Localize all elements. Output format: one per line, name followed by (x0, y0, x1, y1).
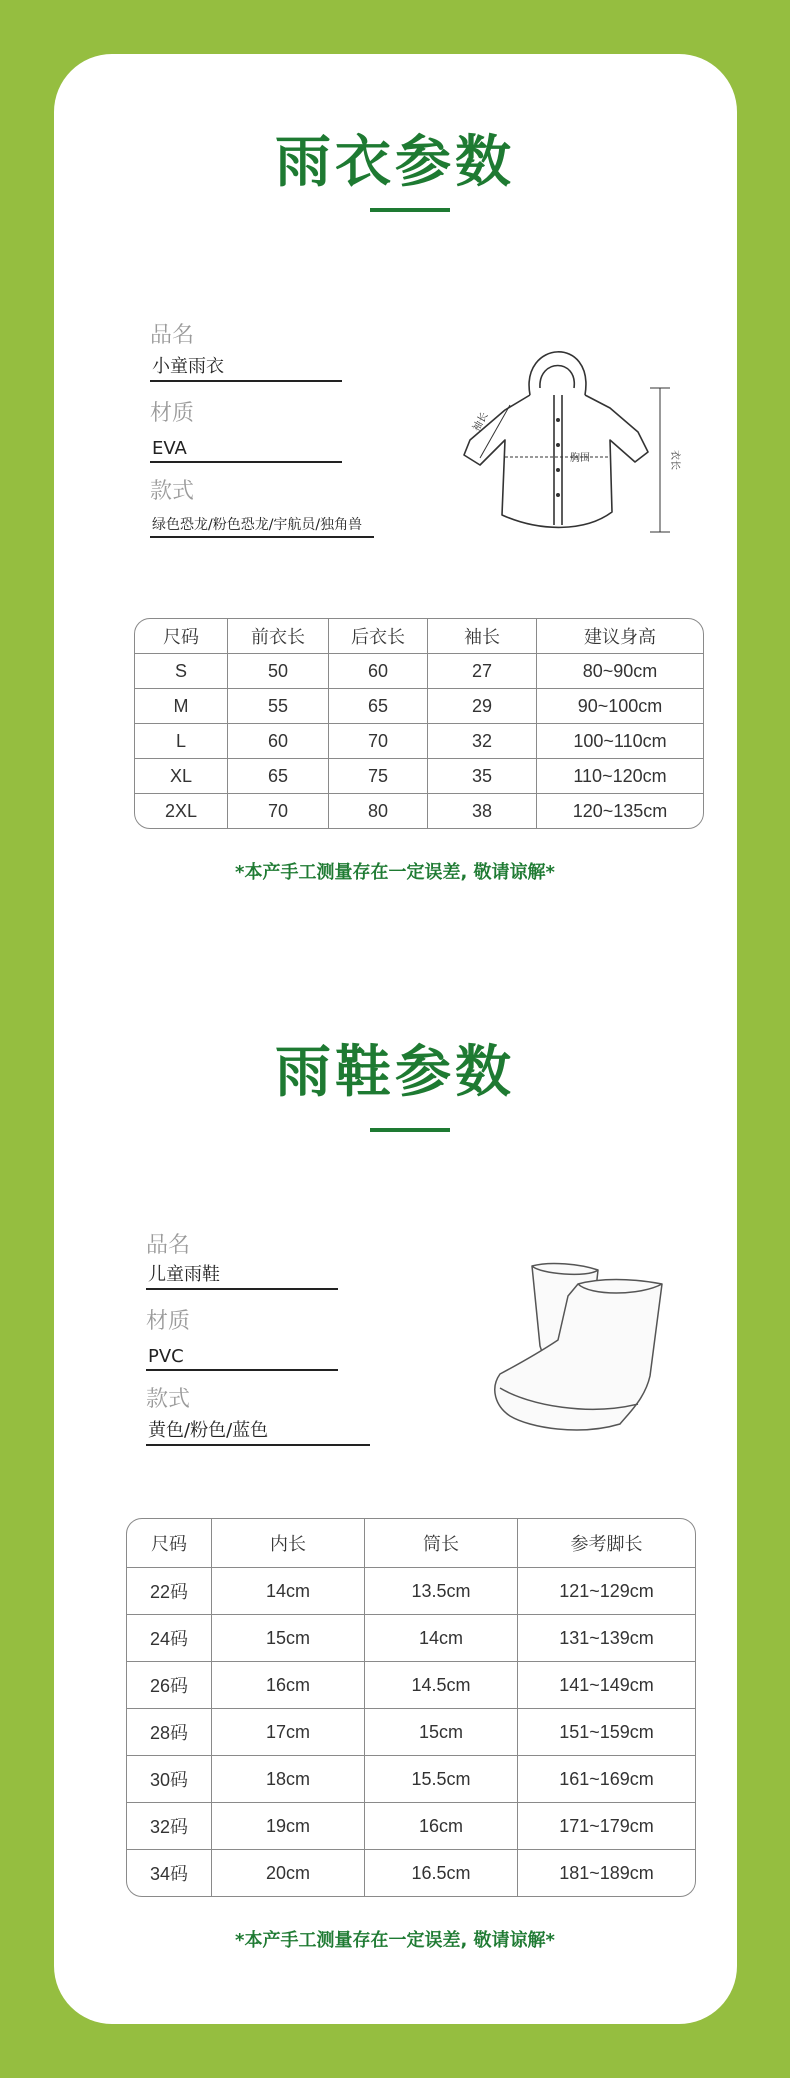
boots-name-label: 品名 (146, 1233, 191, 1258)
raincoat-size-table (134, 618, 704, 829)
table-cell: 110~120cm (537, 759, 703, 794)
table-cell: 2XL (135, 794, 228, 828)
raincoat-style-value: 绿色恐龙/粉色恐龙/宇航员/独角兽 (150, 514, 374, 538)
body-length-label: 衣长 (669, 450, 680, 470)
table-row (135, 654, 703, 689)
table-cell: 13.5cm (365, 1568, 518, 1615)
table-row (127, 1850, 695, 1896)
raincoat-name-label: 品名 (150, 323, 195, 348)
table-cell: 20cm (212, 1850, 365, 1896)
table-cell: 14.5cm (365, 1662, 518, 1709)
header-cell: 建议身高 (537, 619, 703, 654)
table-cell: 75 (329, 759, 428, 794)
table-cell: 161~169cm (518, 1756, 695, 1803)
table-row (135, 759, 703, 794)
boots-name-value: 儿童雨鞋 (146, 1260, 338, 1290)
header-cell: 前衣长 (228, 619, 329, 654)
header-cell: 后衣长 (329, 619, 428, 654)
table-cell: 50 (228, 654, 329, 689)
raincoat-name-value: 小童雨衣 (150, 352, 342, 382)
table-cell: 35 (428, 759, 537, 794)
table-cell: 19cm (212, 1803, 365, 1850)
raincoat-material-label: 材质 (150, 401, 195, 426)
table-cell: 24码 (127, 1615, 212, 1662)
boots-title: 雨鞋参数 (275, 1040, 515, 1105)
table-cell: 34码 (127, 1850, 212, 1896)
table-cell: 15cm (212, 1615, 365, 1662)
table-cell: S (135, 654, 228, 689)
chest-label: 胸围 (570, 453, 590, 464)
table-row (127, 1709, 695, 1756)
table-row (135, 724, 703, 759)
boots-title-underline (370, 1128, 450, 1132)
header-cell: 袖长 (428, 619, 537, 654)
table-cell: 65 (329, 689, 428, 724)
table-cell: M (135, 689, 228, 724)
table-header-row (127, 1519, 695, 1568)
table-cell: 15cm (365, 1709, 518, 1756)
table-cell: 60 (329, 654, 428, 689)
table-cell: 28码 (127, 1709, 212, 1756)
boots-style-label: 款式 (146, 1387, 191, 1412)
table-cell: L (135, 724, 228, 759)
raincoat-title-underline (370, 208, 450, 212)
table-cell: 32 (428, 724, 537, 759)
table-cell: 16.5cm (365, 1850, 518, 1896)
table-cell: 151~159cm (518, 1709, 695, 1756)
header-cell: 参考脚长 (518, 1519, 695, 1568)
table-cell: 14cm (365, 1615, 518, 1662)
table-cell: 121~129cm (518, 1568, 695, 1615)
table-row (127, 1756, 695, 1803)
header-cell: 内长 (212, 1519, 365, 1568)
table-cell: 15.5cm (365, 1756, 518, 1803)
table-row (135, 794, 703, 828)
table-cell: 17cm (212, 1709, 365, 1756)
table-cell: 120~135cm (572, 800, 668, 821)
boots-disclaimer: *本产手工测量存在一定误差, 敬请谅解* (235, 1930, 555, 1951)
table-row (127, 1803, 695, 1850)
table-cell: 80 (329, 794, 428, 828)
table-row (127, 1568, 695, 1615)
table-cell: 100~110cm (537, 724, 703, 759)
table-cell: 171~179cm (518, 1803, 695, 1850)
sleeve-length-label: 袖长 (471, 410, 491, 434)
table-cell: 30码 (127, 1756, 212, 1803)
table-row (127, 1615, 695, 1662)
table-cell: 181~189cm (559, 1862, 654, 1883)
table-row (135, 689, 703, 724)
table-cell: 29 (428, 689, 537, 724)
table-cell: 131~139cm (518, 1615, 695, 1662)
raincoat-style-label: 款式 (150, 479, 195, 504)
table-cell: 16cm (212, 1662, 365, 1709)
header-cell: 尺码 (127, 1519, 212, 1568)
raincoat-title: 雨衣参数 (275, 130, 515, 195)
table-cell: 90~100cm (537, 689, 703, 724)
boots-size-table (126, 1518, 696, 1897)
header-cell: 筒长 (365, 1519, 518, 1568)
table-cell: 60 (228, 724, 329, 759)
raincoat-disclaimer: *本产手工测量存在一定误差, 敬请谅解* (235, 862, 555, 883)
table-cell: 27 (428, 654, 537, 689)
table-row (127, 1662, 695, 1709)
rain-boots-illustration (470, 1256, 670, 1446)
table-cell: 141~149cm (518, 1662, 695, 1709)
boots-material-label: 材质 (146, 1309, 191, 1334)
boots-material-value: PVC (146, 1346, 338, 1371)
table-cell: 22码 (127, 1568, 212, 1615)
table-cell: 55 (228, 689, 329, 724)
table-cell: 26码 (127, 1662, 212, 1709)
boots-style-value: 黄色/粉色/蓝色 (146, 1416, 370, 1446)
table-header-row (135, 619, 703, 654)
table-cell: 70 (228, 794, 329, 828)
raincoat-diagram (450, 320, 690, 545)
header-cell: 尺码 (135, 619, 228, 654)
table-cell: 16cm (365, 1803, 518, 1850)
table-cell: 32码 (127, 1803, 212, 1850)
table-cell: XL (135, 759, 228, 794)
table-cell: 80~90cm (537, 654, 703, 689)
table-cell: 65 (228, 759, 329, 794)
table-cell: 38 (428, 794, 537, 828)
raincoat-material-value: EVA (150, 438, 342, 463)
table-cell: 18cm (212, 1756, 365, 1803)
table-cell: 70 (329, 724, 428, 759)
table-cell: 14cm (212, 1568, 365, 1615)
